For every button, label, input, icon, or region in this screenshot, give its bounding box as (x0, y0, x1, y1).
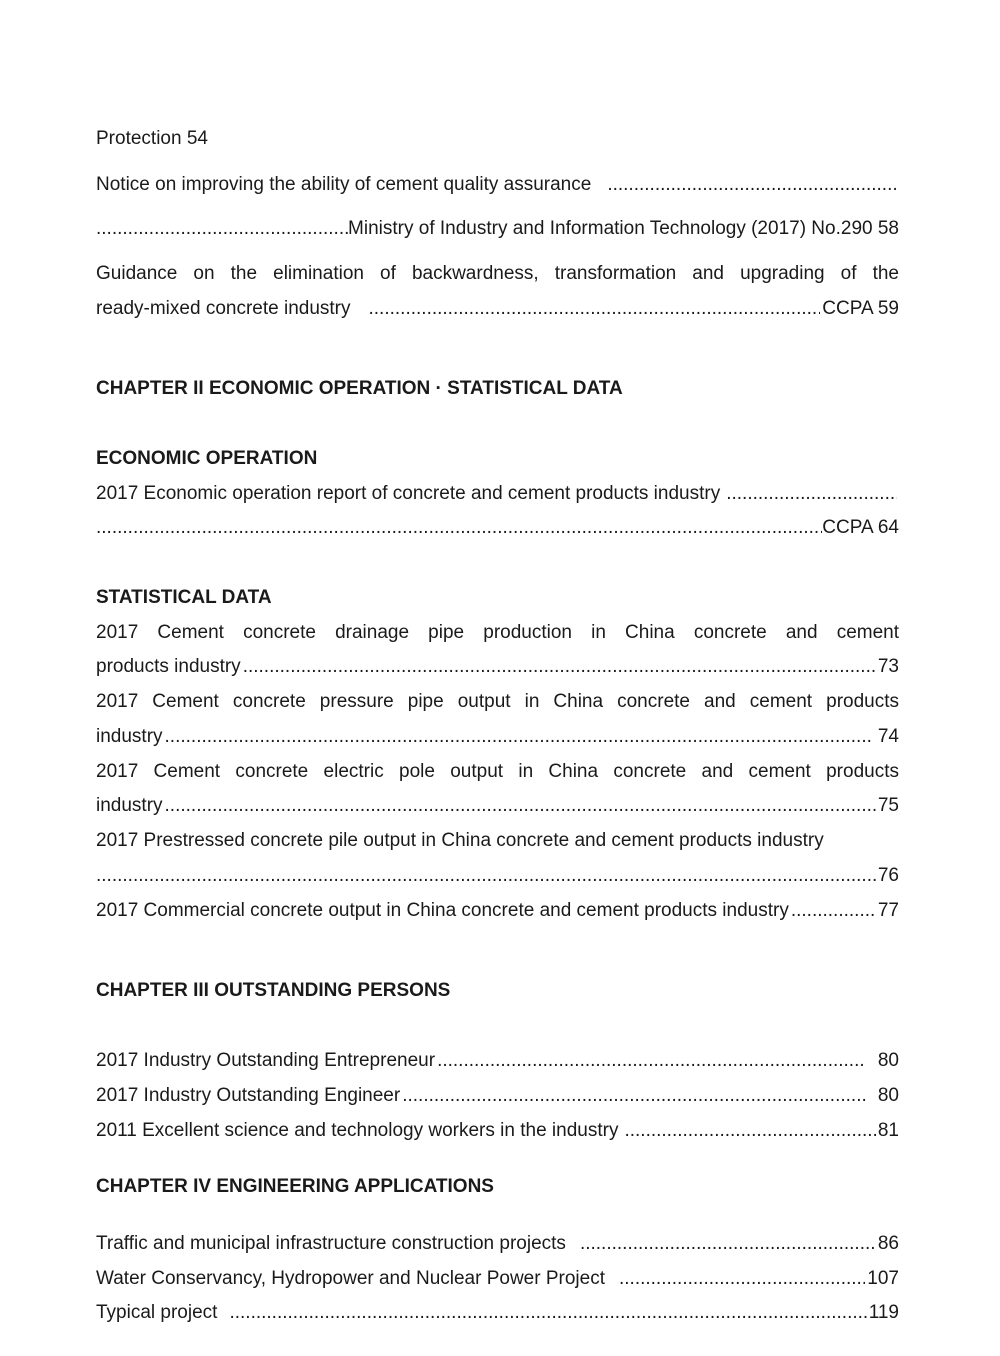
toc-entry-notice (96, 173, 899, 197)
toc-entry (96, 829, 899, 853)
toc-page-number: 86 (877, 1233, 899, 1254)
toc-entry-title: Water Conservancy, Hydropower and Nuclear Power Project (96, 1268, 605, 1289)
toc-entry-title-cont: ready-mixed concrete industry (96, 298, 351, 319)
toc-entry-title: 2017 Commercial concrete output in China concrete and cement products industry (96, 900, 789, 921)
section-heading: ECONOMIC OPERATION (96, 448, 318, 469)
section-heading: STATISTICAL DATA (96, 587, 272, 608)
toc-leader-dots (229, 1301, 866, 1325)
toc-leader-dots (607, 173, 897, 197)
toc-entry-title: 2017 Economic operation report of concrete and cement products industry (96, 483, 721, 504)
toc-entry (96, 1267, 899, 1291)
toc-leader-dots (402, 1084, 866, 1108)
toc-leader-dots (96, 864, 878, 888)
toc-entry (96, 690, 899, 714)
toc-page-number: 76 (877, 865, 899, 886)
toc-page-number: 73 (877, 656, 899, 677)
toc-entry-title: 2011 Excellent science and technology workers in the industry (96, 1120, 619, 1141)
toc-leader-dots (96, 516, 822, 540)
toc-page-number: 74 (877, 726, 899, 747)
toc-entry-guidance (96, 262, 899, 286)
toc-entry (96, 1049, 899, 1073)
toc-entry-cont (96, 655, 899, 679)
toc-entry-title: 2017 Cement concrete electric pole output in China concrete and cement products (96, 761, 899, 782)
toc-leader-dots (726, 482, 897, 506)
toc-leader-dots (96, 217, 348, 241)
toc-page-number: 80 (877, 1050, 899, 1071)
toc-page-number: 77 (877, 900, 899, 921)
toc-page-number: 119 (868, 1302, 899, 1323)
toc-page-number: 107 (867, 1268, 899, 1289)
toc-entry-cont (96, 516, 899, 540)
toc-entry-title: Traffic and municipal infrastructure construction projects (96, 1233, 566, 1254)
toc-leader-dots (369, 297, 821, 321)
toc-entry-title: 2017 Cement concrete drainage pipe production in China concrete and cement (96, 622, 899, 643)
toc-entry-cont (96, 794, 899, 818)
toc-page-number: CCPA 59 (822, 298, 899, 319)
toc-entry (96, 1119, 899, 1143)
toc-entry-source: Ministry of Industry and Information Technology (2017) No.290 58 (348, 218, 899, 239)
toc-entry-title: 2017 Prestressed concrete pile output in China concrete and cement products industry (96, 830, 824, 851)
toc-entry-guidance-cont (96, 297, 899, 321)
toc-entry (96, 1232, 899, 1256)
toc-entry-title-cont: industry (96, 795, 163, 816)
toc-entry (96, 1084, 899, 1108)
toc-leader-dots (165, 725, 872, 749)
toc-page-number: 80 (877, 1085, 899, 1106)
toc-entry-title: 2017 Industry Outstanding Engineer (96, 1085, 401, 1106)
toc-entry (96, 482, 899, 506)
toc-leader-dots (243, 655, 876, 679)
chapter-heading: CHAPTER II ECONOMIC OPERATION · STATISTICAL DATA (96, 378, 623, 399)
toc-entry-title-cont: products industry (96, 656, 241, 677)
toc-entry (96, 621, 899, 645)
toc-leader-dots (624, 1119, 875, 1143)
toc-leader-dots (791, 899, 876, 923)
toc-entry-title: 2017 Cement concrete pressure pipe output in China concrete and cement products (96, 691, 899, 712)
chapter-heading: CHAPTER III OUTSTANDING PERSONS (96, 980, 451, 1001)
toc-entry-protection (96, 127, 899, 151)
toc-entry-cont (96, 864, 899, 888)
toc-leader-dots (165, 794, 876, 818)
toc-entry-title: Guidance on the elimination of backwardness, transformation and upgrading of the (96, 263, 899, 284)
toc-entry-notice-source (96, 217, 899, 241)
toc-entry-text: Protection 54 (96, 128, 208, 149)
toc-entry-title: 2017 Industry Outstanding Entrepreneur (96, 1050, 436, 1071)
toc-leader-dots (619, 1267, 865, 1291)
toc-entry (96, 760, 899, 784)
toc-entry-cont (96, 725, 899, 749)
toc-page-number: 75 (877, 795, 899, 816)
toc-entry (96, 899, 899, 923)
toc-entry (96, 1301, 899, 1325)
toc-page-number: CCPA 64 (822, 517, 899, 538)
chapter-heading: CHAPTER IV ENGINEERING APPLICATIONS (96, 1176, 494, 1197)
toc-page-number: 81 (877, 1120, 899, 1141)
toc-entry-title: Notice on improving the ability of cement quality assurance (96, 174, 592, 195)
toc-leader-dots (580, 1232, 876, 1256)
toc-leader-dots (437, 1049, 866, 1073)
toc-entry-title-cont: industry (96, 726, 163, 747)
toc-entry-title: Typical project (96, 1302, 218, 1323)
